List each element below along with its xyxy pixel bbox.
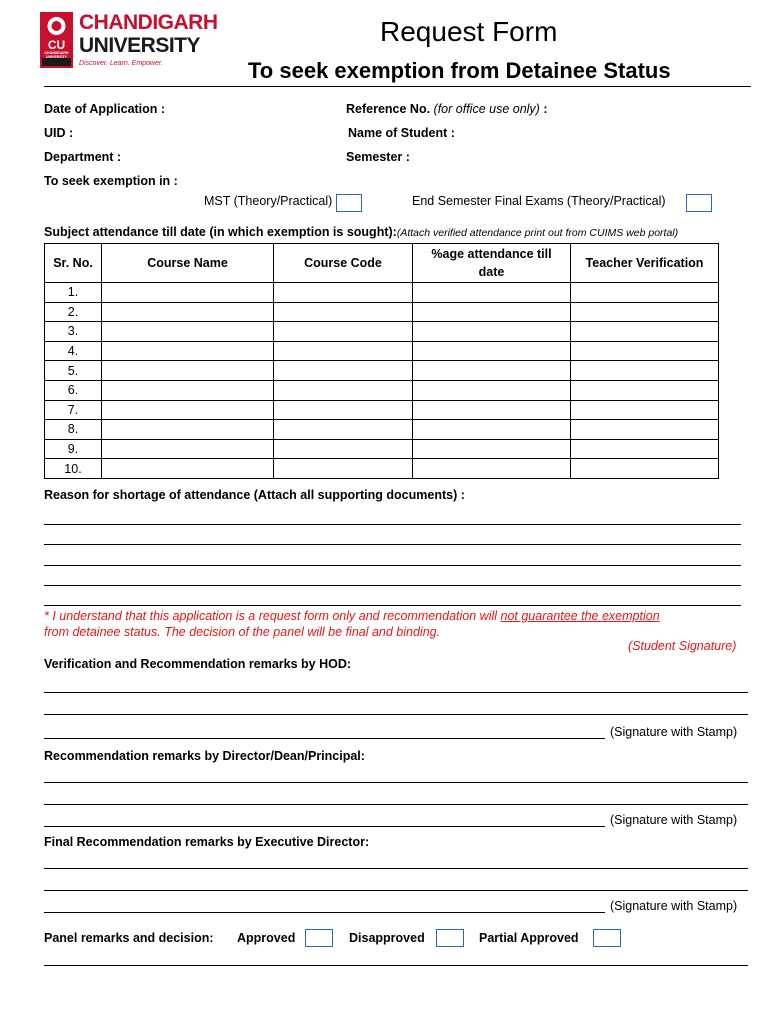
table-row (45, 459, 719, 479)
table-row (45, 341, 719, 361)
logo-mark-text: CU (47, 38, 66, 52)
course-name-cell[interactable] (102, 459, 274, 479)
exec-signature-label: (Signature with Stamp) (610, 899, 738, 913)
col-teacher-verification: Teacher Verification (571, 244, 719, 283)
course-name-cell[interactable] (102, 341, 274, 361)
attendance-cell[interactable] (413, 420, 571, 440)
row-number: 6. (45, 380, 102, 400)
course-name-cell[interactable] (102, 400, 274, 420)
reason-line[interactable] (44, 524, 741, 525)
attendance-cell[interactable] (413, 439, 571, 459)
table-row (45, 380, 719, 400)
logo-emblem (40, 12, 73, 68)
col-course-name: Course Name (102, 244, 274, 283)
reason-line[interactable] (44, 565, 741, 566)
page-subtitle: To seek exemption from Detainee Status (248, 58, 671, 83)
table-row (45, 361, 719, 381)
attendance-cell[interactable] (413, 361, 571, 381)
exec-remarks-line[interactable] (44, 868, 748, 869)
verification-cell[interactable] (571, 420, 719, 440)
date-of-application-label: Date of Application : (44, 102, 166, 116)
hod-signature-line[interactable] (44, 738, 605, 739)
end-sem-checkbox[interactable] (686, 194, 712, 212)
reference-no-text: Reference No. (346, 102, 431, 116)
department-label: Department : (44, 150, 122, 164)
course-name-cell[interactable] (102, 322, 274, 342)
course-code-cell[interactable] (274, 302, 413, 322)
verification-cell[interactable] (571, 459, 719, 479)
course-name-cell[interactable] (102, 420, 274, 440)
reason-label: Reason for shortage of attendance (Attach all supporting documents) : (44, 488, 465, 502)
col-sr-no: Sr. No. (45, 244, 102, 283)
course-name-cell[interactable] (102, 380, 274, 400)
attendance-cell[interactable] (413, 322, 571, 342)
attendance-table (44, 243, 719, 479)
exec-remarks-label: Final Recommendation remarks by Executive Director: (44, 835, 370, 849)
attendance-heading (44, 225, 678, 239)
row-number: 10. (45, 459, 102, 479)
hod-remarks-line[interactable] (44, 714, 748, 715)
course-code-cell[interactable] (274, 420, 413, 440)
course-code-cell[interactable] (274, 400, 413, 420)
student-name-label: Name of Student : (348, 126, 455, 140)
table-header-row (45, 244, 719, 283)
course-code-cell[interactable] (274, 439, 413, 459)
table-row (45, 302, 719, 322)
logo-tagline: Discover. Learn. Empower. (79, 60, 163, 67)
row-number: 3. (45, 322, 102, 342)
partial-approved-label: Partial Approved (479, 931, 579, 945)
panel-remarks-label: Panel remarks and decision: (44, 931, 214, 945)
course-code-cell[interactable] (274, 341, 413, 361)
verification-cell[interactable] (571, 361, 719, 381)
logo-line1: CHANDIGARH (79, 11, 218, 34)
reason-line[interactable] (44, 585, 741, 586)
col-attendance: %age attendance till date (413, 244, 571, 283)
attendance-cell[interactable] (413, 459, 571, 479)
uid-label: UID : (44, 126, 74, 140)
approved-checkbox[interactable] (305, 929, 333, 947)
page-title: Request Form (380, 16, 558, 47)
verification-cell[interactable] (571, 302, 719, 322)
declaration-part2: from detainee status. The decision of the panel will be final and binding. (44, 625, 441, 639)
attendance-cell[interactable] (413, 400, 571, 420)
director-remarks-line[interactable] (44, 804, 748, 805)
table-row (45, 283, 719, 303)
course-code-cell[interactable] (274, 283, 413, 303)
row-number: 4. (45, 341, 102, 361)
row-number: 1. (45, 283, 102, 303)
disapproved-checkbox[interactable] (436, 929, 464, 947)
partial-approved-checkbox[interactable] (593, 929, 621, 947)
course-code-cell[interactable] (274, 380, 413, 400)
exec-signature-line[interactable] (44, 912, 605, 913)
row-number: 5. (45, 361, 102, 381)
verification-cell[interactable] (571, 341, 719, 361)
attendance-cell[interactable] (413, 283, 571, 303)
reference-no-label (346, 102, 548, 116)
hod-remarks-line[interactable] (44, 692, 748, 693)
table-row (45, 322, 719, 342)
verification-cell[interactable] (571, 439, 719, 459)
reference-no-colon: : (543, 102, 548, 116)
course-name-cell[interactable] (102, 361, 274, 381)
verification-cell[interactable] (571, 283, 719, 303)
course-code-cell[interactable] (274, 459, 413, 479)
hod-signature-label: (Signature with Stamp) (610, 725, 738, 739)
director-remarks-line[interactable] (44, 782, 748, 783)
attendance-note: (Attach verified attendance print out from CUIMS web portal) (396, 227, 679, 239)
course-name-cell[interactable] (102, 439, 274, 459)
attendance-cell[interactable] (413, 380, 571, 400)
table-row (45, 420, 719, 440)
course-name-cell[interactable] (102, 302, 274, 322)
logo-line2: UNIVERSITY (79, 34, 201, 57)
disapproved-label: Disapproved (349, 931, 425, 945)
attendance-cell[interactable] (413, 341, 571, 361)
row-number: 8. (45, 420, 102, 440)
declaration-text (44, 608, 754, 640)
hod-remarks-label: Verification and Recommendation remarks by HOD: (44, 657, 352, 671)
logo-small-text: CHANDIGARH UNIVERSITY (44, 51, 69, 59)
row-number: 7. (45, 400, 102, 420)
declaration-underlined: not guarantee the exemption (500, 609, 660, 623)
verification-cell[interactable] (571, 322, 719, 342)
declaration-part1: * I understand that this application is a request form only and recommendation will (44, 609, 501, 623)
header-rule (44, 86, 751, 87)
verification-cell[interactable] (571, 400, 719, 420)
col-course-code: Course Code (274, 244, 413, 283)
attendance-cell[interactable] (413, 302, 571, 322)
reference-no-note: (for office use only) (433, 102, 540, 116)
director-remarks-label: Recommendation remarks by Director/Dean/Principal: (44, 749, 365, 763)
approved-label: Approved (237, 931, 296, 945)
mst-option-label: MST (Theory/Practical) (204, 194, 333, 208)
mst-checkbox[interactable] (336, 194, 362, 212)
row-number: 9. (45, 439, 102, 459)
course-code-cell[interactable] (274, 361, 413, 381)
table-row (45, 400, 719, 420)
exemption-label: To seek exemption in : (44, 174, 178, 188)
end-sem-option-label: End Semester Final Exams (Theory/Practical) (412, 194, 666, 208)
course-code-cell[interactable] (274, 322, 413, 342)
semester-label: Semester : (346, 150, 410, 164)
verification-cell[interactable] (571, 380, 719, 400)
exec-remarks-line[interactable] (44, 890, 748, 891)
director-signature-label: (Signature with Stamp) (610, 813, 738, 827)
reason-line[interactable] (44, 605, 741, 606)
course-name-cell[interactable] (102, 283, 274, 303)
row-number: 2. (45, 302, 102, 322)
student-signature-label: (Student Signature) (628, 639, 737, 653)
panel-remarks-line[interactable] (44, 965, 748, 966)
director-signature-line[interactable] (44, 826, 605, 827)
table-row (45, 439, 719, 459)
reason-line[interactable] (44, 544, 741, 545)
attendance-heading-text: Subject attendance till date (in which exemption is sought): (44, 225, 397, 239)
